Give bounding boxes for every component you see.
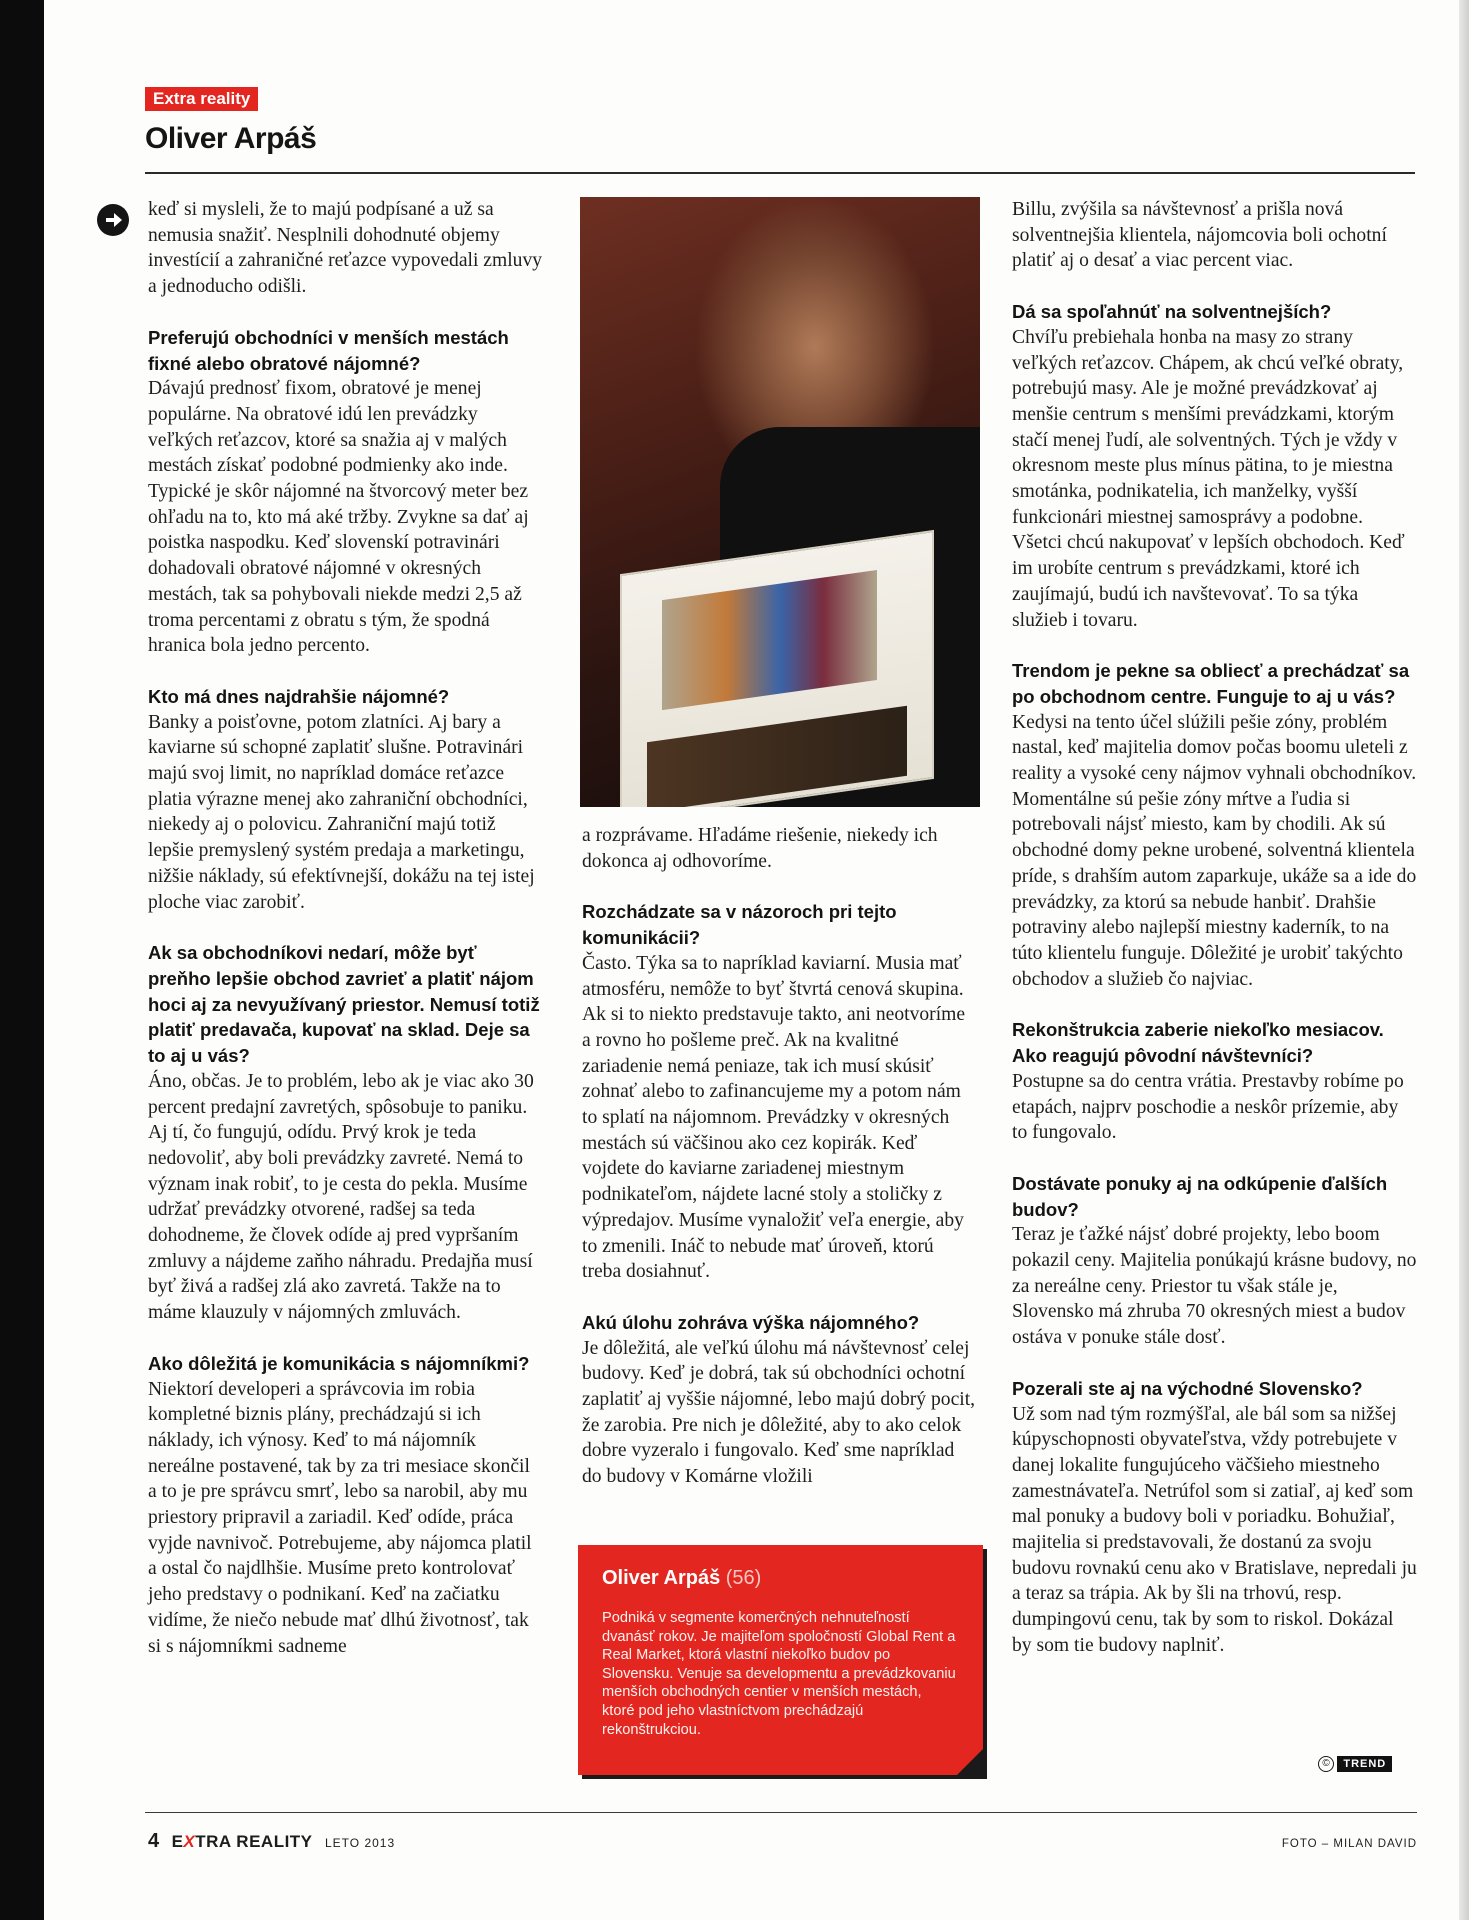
- section-tag: Extra reality: [145, 87, 258, 111]
- article-column-3: [1012, 197, 1417, 1684]
- continue-arrow-icon: [97, 204, 129, 236]
- qa-block: [1012, 1376, 1417, 1659]
- qa-block: [1012, 1017, 1417, 1146]
- bio-heading: [602, 1567, 761, 1590]
- question: Akú úlohu zohráva výška nájomného?: [582, 1311, 920, 1333]
- question: Trendom je pekne sa obliecť a prechádzať sa po obchodnom centre. Funguje to aj u vás?: [1012, 660, 1410, 707]
- qa-block: [1012, 299, 1417, 633]
- page-spine: [0, 0, 44, 1920]
- answer: Teraz je ťažké nájsť dobré projekty, lebo boom pokazil ceny. Majitelia ponúkajú krásne budovy, no za nereálne ceny. Priestor tu však stále je, Slovensko má zhruba 70 okresných miest a budov ostáva v ponuke stále dosť.: [1012, 1224, 1417, 1349]
- portrait-photo: [580, 197, 980, 807]
- magazine-name-rest: TRA REALITY: [195, 1832, 313, 1851]
- question: Pozerali ste aj na východné Slovensko?: [1012, 1377, 1363, 1399]
- qa-block: [148, 940, 543, 1326]
- question: Ako dôležitá je komunikácia s nájomníkmi?: [148, 1352, 530, 1374]
- answer: Postupne sa do centra vrátia. Prestavby robíme po etapách, najprv poschodie a neskôr prízemie, aby to fungovalo.: [1012, 1070, 1404, 1144]
- answer: Dávajú prednosť fixom, obratové je menej populárne. Na obratové idú len prevádzky veľkých reťazcov, ktoré sa snažia aj v malých mestách získať podobné podmienky ako inde. Typické je skôr nájomné na štvorcový meter bez ohľadu na to, kto má aké tržby. Zvykne sa dať aj poistka naspodku. Keď slovenskí potravinári dohadovali obratové nájomné v okresných mestách, tak sa pohybovali niekde medzi 2,5 až troma percentami z obratu s tým, že spodná hranica bola jedno percento.: [148, 378, 529, 657]
- question: Rekonštrukcia zaberie niekoľko mesiacov. Ako reagujú pôvodní návštevníci?: [1012, 1019, 1384, 1067]
- answer: Už som nad tým rozmýšľal, ale bál som sa nižšej kúpyschopnosti obyvateľstva, vždy potrebujete v danej lokalite fungujúceho väčšieho miestneho zamestnávateľa. Netrúfol som si zatiaľ, aj keď som mal ponuky a budovy boli v poriadku. Bohužiaľ, majitelia si predstavovali, že dostanú za svoju budovu rovnakú cenu ako v Bratislave, nepredali ju a teraz sa trápia. Ak by šli na trhovú, resp. dumpingovú cenu, tak by som to riskol. Dokázal by som tie budovy naplniť.: [1012, 1403, 1417, 1656]
- paragraph: a rozprávame. Hľadáme riešenie, niekedy ich dokonca aj odhovoríme.: [582, 825, 938, 872]
- qa-block: [148, 684, 543, 915]
- answer: Niektorí developeri a správcovia im robia kompletné biznis plány, prechádzajú si ich náklady, ich výnosy. Keď to má nájomník nereálne postavené, tak by za tri mesiace skončil a to je pre správcu smrť, lebo sa narobil, aby mu priestory pripravil a zariadil. Keď odíde, práca vyjde navnivoč. Potrebujeme, aby nájomca platil a ostal čo najdlhšie. Musíme preto kontrolovať jeho predstavy o podnikaní. Keď na začiatku vidíme, že niečo nebude mať dlhú životnosť, tak si s nájomníkmi sadneme: [148, 1378, 532, 1657]
- qa-block: [582, 899, 977, 1285]
- qa-block: [1012, 658, 1417, 992]
- question: Ak sa obchodníkovi nedarí, môže byť preňho lepšie obchod zavrieť a platiť nájom hoci aj za nevyužívaný priestor. Nemusí totiž platiť predavača, kupovať na sklad. Deje sa to aj u vás?: [148, 942, 540, 1067]
- bio-box: [578, 1545, 983, 1775]
- answer: Chvíľu prebiehala honba na masy zo strany veľkých reťazcov. Chápem, ak chcú veľké obraty, potrebujú masy. Ale je možné prevádzkovať aj menšie centrum s menšími prevádzkami, ktorým stačí menej ľudí, ale solventných. Tých je vždy v okresnom meste plus mínus pätina, to je miestna smotánka, podnikatelia, ich manželky, vyšší funkcionári miestnej samosprávy a podobne. Všetci chcú nakupovať v lepších obchodoch. Keď im urobíte centrum s prevádzkami, ktoré ich zaujímajú, budú ich navštevovať. To sa týka služieb i tovaru.: [1012, 326, 1405, 631]
- bio-text: Podniká v segmente komerčných nehnuteľností dvanásť rokov. Je majiteľom spoločností Global Rent a Real Market, ktorá vlastní niekoľko budov po Slovensku. Venuje sa developmentu a prevádzkovaniu menších obchodných centier v menších mestách, ktoré pod jeho vlastníctvom prechádzajú rekonštrukciou.: [602, 1610, 956, 1738]
- answer: Banky a poisťovne, potom zlatníci. Aj bary a kaviarne sú schopné zaplatiť slušne. Potravinári majú svoj limit, no napríklad domáce reťazce platia výrazne menej ako zahraniční obchodníci, niekedy aj o polovicu. Zahraniční majú totiž lepšie premyslený systém predaja a marketingu, nižšie náklady, sú efektívnejší, dokážu na tej istej ploche viac zarobiť.: [148, 711, 535, 913]
- copyright-icon: ©: [1318, 1756, 1334, 1772]
- photo-credit: FOTO – MILAN DAVID: [1281, 1838, 1417, 1850]
- article-column-2: [582, 823, 977, 1515]
- article-column-1: [148, 197, 543, 1684]
- answer: Áno, občas. Je to problém, lebo ak je viac ako 30 percent predajní zavretých, spôsobuje to paniku. Aj tí, čo fungujú, odídu. Prvý krok je teda nedovoliť, aby boli prevádzky zavreté. Nemá to význam inak robiť, to je cesta do pekla. Musíme udržať prevádzky otvorené, radšej sa teda dohodneme, že človek odíde aj pred vypršaním zmluvy a nájdeme zaňho náhradu. Predajňa musí byť živá a radšej zlá ako zavretá. Takže na to máme klauzuly v nájomných zmluvách.: [148, 1070, 534, 1324]
- issue-label: LETO 2013: [324, 1836, 396, 1850]
- page-edge: [1459, 0, 1469, 1920]
- bio-age: (56): [725, 1567, 762, 1589]
- qa-block: [148, 325, 543, 659]
- question: Rozchádzate sa v názoroch pri tejto komunikácii?: [582, 901, 897, 949]
- question: Dá sa spoľahnúť na solventnejších?: [1012, 301, 1332, 323]
- paragraph: Billu, zvýšila sa návštevnosť a prišla nová solventnejšia klientela, nájomcovia boli ochotní platiť aj o desať a viac percent viac.: [1012, 199, 1387, 272]
- bio-name: Oliver Arpáš: [602, 1567, 721, 1589]
- photo-building-render: [662, 570, 877, 710]
- magazine-name: [172, 1832, 313, 1851]
- page-number: 4: [148, 1830, 160, 1852]
- footer-rule: [145, 1812, 1417, 1813]
- answer: Kedysi na tento účel slúžili pešie zóny, problém nastal, keď majitelia domov počas boomu uleteli z reality a vysoké ceny nájmov vyhnali obchodníkov. Momentálne sú pešie zóny mŕtve a ľudia si potrebovali nájsť miesto, kam by chodili. Ak sú obchodné domy pekne urobené, solventná klientela príde, s drahším autom zaparkuje, ukáže sa a ide do prevádzky, za ktorú sa nebude hanbiť. Drahšie potraviny alebo najlepší miestny kaderník, to na túto klientelu funguje. Dôležité je urobiť takýchto obchodov a služieb čo najviac.: [1012, 711, 1417, 990]
- photo-brochure: [620, 530, 934, 807]
- bio-corner: [955, 1747, 985, 1777]
- page-footer: [148, 1830, 395, 1856]
- header-rule: [145, 172, 1415, 174]
- paragraph: keď si mysleli, že to majú podpísané a už sa nemusia snažiť. Nesplnili dohodnuté objemy investícií a zahraničné reťazce vypovedali zmluvy a jednoducho odišli.: [148, 199, 543, 298]
- question: Kto má dnes najdrahšie nájomné?: [148, 685, 450, 707]
- qa-block: [582, 1310, 977, 1490]
- source-credit: [1318, 1752, 1418, 1774]
- trend-logo: TREND: [1337, 1756, 1392, 1772]
- question: Dostávate ponuky aj na odkúpenie ďalších budov?: [1012, 1172, 1388, 1220]
- answer: Je dôležitá, ale veľkú úlohu má návštevnosť celej budovy. Keď je dobrá, tak sú obchodníci ochotní zaplatiť aj vyššie nájomné, lebo majú dobrý pocit, že zarobia. Pre nich je dôležité, aby to ako celok dobre vyzeralo i fungovalo. Keď sme napríklad do budovy v Komárne vložili: [582, 1337, 976, 1488]
- magazine-name-e: E: [171, 1832, 184, 1851]
- answer: Často. Týka sa to napríklad kaviarní. Musia mať atmosféru, nemôže to byť štvrtá cenová skupina. Ak si to niekto predstavuje takto, ani neotvoríme a rovno ho pošleme preč. Ak na kvalitné zariadenie nemá peniaze, tak ich musí skúsiť zohnať alebo to zafinancujeme my a potom nám to splatí na nájomnom. Prevádzky v okresných mestách sú väčšinou ako cez kopirák. Keď vojdete do kaviarne zariadenej miestnym podnikateľom, nájdete lacné stoly a stoličky z výpredajov. Musíme vynaložiť veľa energie, aby to zmenili. Ináč to nebude mať úroveň, ktorú treba dosiahnuť.: [582, 952, 966, 1283]
- article-title: Oliver Arpáš: [145, 122, 317, 155]
- qa-block: [1012, 1171, 1417, 1351]
- qa-block: [148, 1351, 543, 1659]
- question: Preferujú obchodníci v menších mestách fixné alebo obratové nájomné?: [148, 326, 509, 374]
- magazine-name-x: X: [183, 1832, 196, 1851]
